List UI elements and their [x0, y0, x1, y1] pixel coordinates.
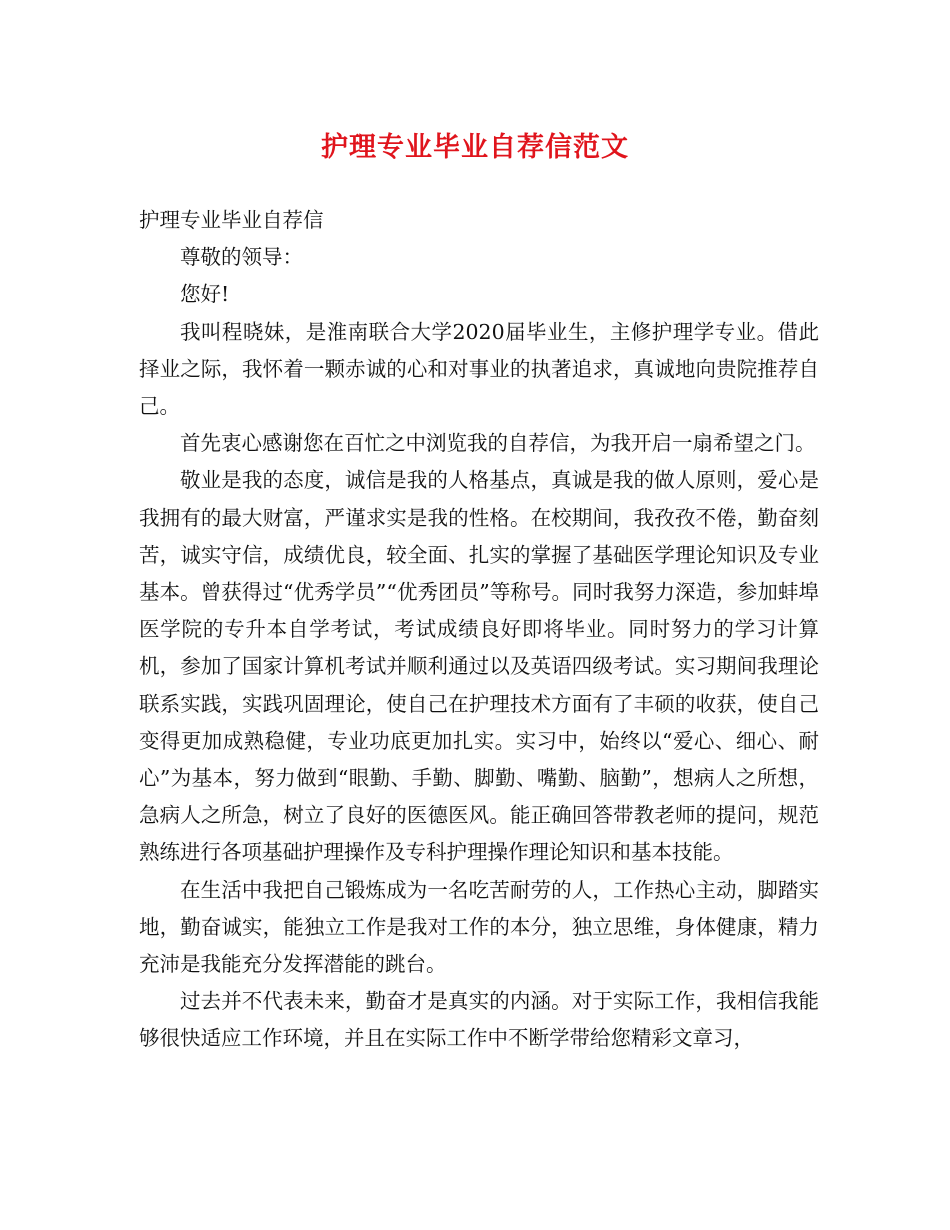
greeting: 您好! [180, 282, 230, 307]
paragraph-thanks: 首先衷心感谢您在百忙之中浏览我的自荐信，为我开启一扇希望之门。 [180, 431, 816, 456]
letter-heading: 护理专业毕业自荐信 [139, 208, 324, 232]
paragraph-introduction: 我叫程晓妹，是淮南联合大学2020届毕业生，主修护理学专业。借此择业之际，我怀着一颗赤诚的心和对事业的执著追求，真诚地向贵院推荐自己。 [139, 319, 819, 419]
paragraph-qualifications: 敬业是我的态度，诚信是我的人格基点，真诚是我的做人原则，爱心是我拥有的最大财富，严谨求实是我的性格。在校期间，我孜孜不倦，勤奋刻苦，诚实守信，成绩优良，较全面、扎实的掌握了基础医学理论知识及专业基本。曾获得过“优秀学员”“优秀团员”等称号。同时我努力深造，参加蚌埠医学院的专升本自学考试，考试成绩良好即将毕业。同时努力的学习计算机，参加了国家计算机考试并顺利通过以及英语四级考试。实习期间我理论联系实践，实践巩固理论，使自己在护理技术方面有了丰硕的收获，使自己变得更加成熟稳健，专业功底更加扎实。实习中，始终以“爱心、细心、耐心”为基本，努力做到“眼勤、手勤、脚勤、嘴勤、脑勤”，想病人之所想，急病人之所急，树立了良好的医德医风。能正确回答带教老师的提问，规范熟练进行各项基础护理操作及专科护理操作理论知识和基本技能。 [139, 468, 819, 865]
paragraph-future: 过去并不代表未来，勤奋才是真实的内涵。对于实际工作，我相信我能够很快适应工作环境，并且在实际工作中不断学带给您精彩文章习， [139, 989, 819, 1051]
salutation: 尊敬的领导： [180, 245, 303, 270]
paragraph-personal-life: 在生活中我把自己锻炼成为一名吃苦耐劳的人，工作热心主动，脚踏实地，勤奋诚实，能独立工作是我对工作的本分，独立思维，身体健康，精力充沛是我能充分发挥潜能的跳台。 [139, 877, 819, 977]
document-title: 护理专业毕业自荐信范文 [321, 132, 629, 163]
document-body [139, 202, 819, 1058]
